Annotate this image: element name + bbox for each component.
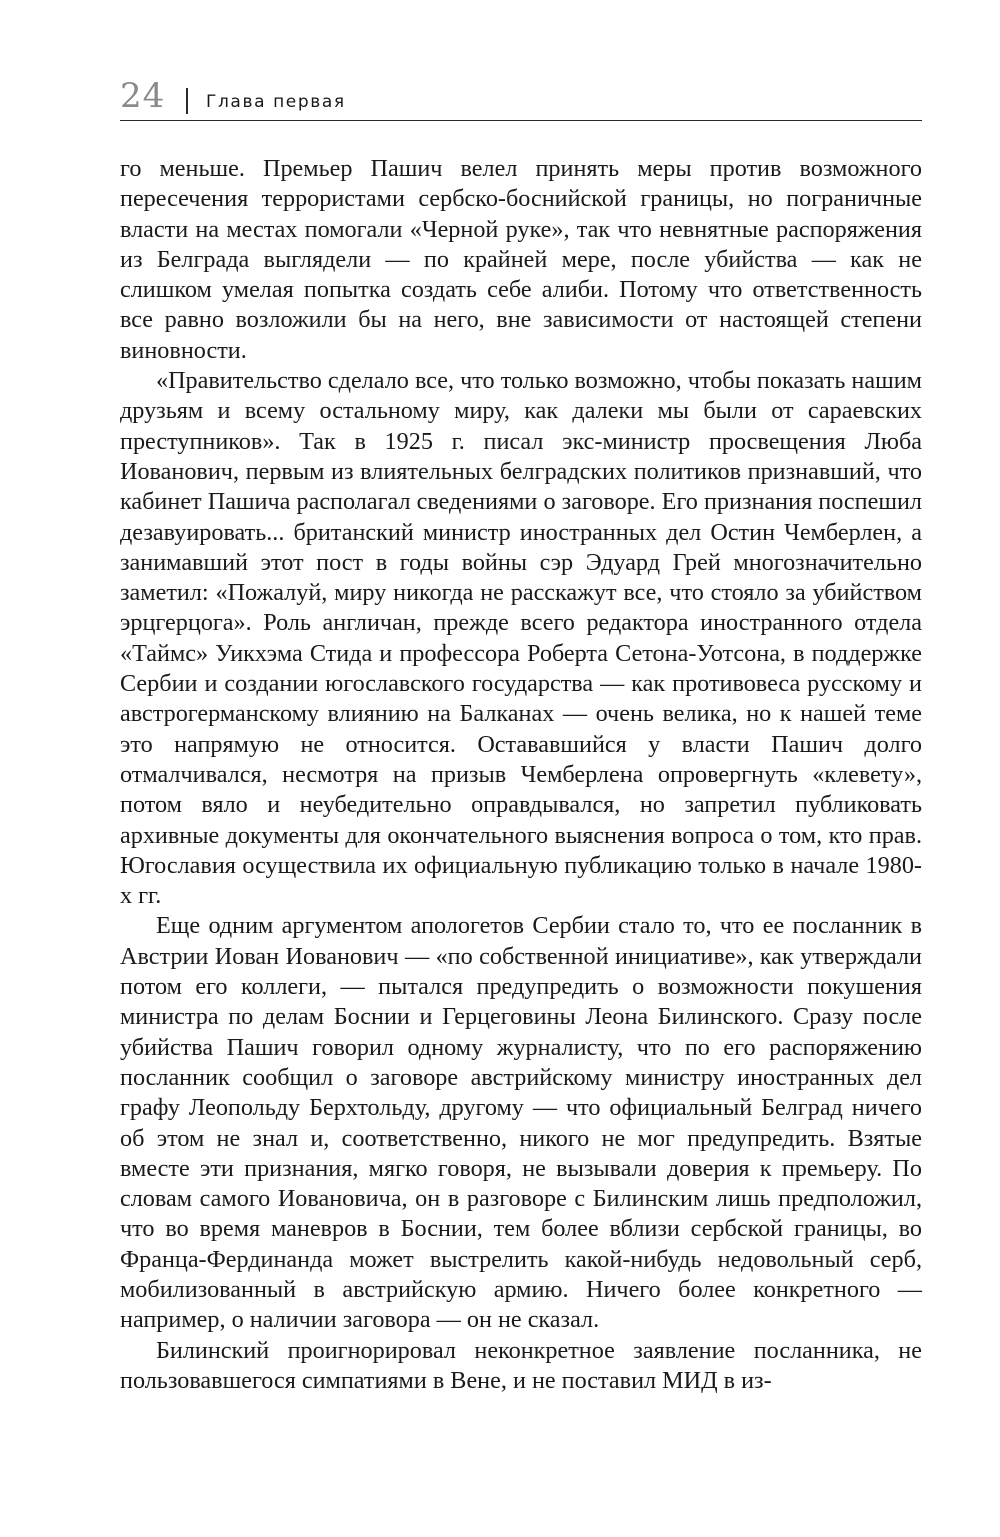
body-text: [120, 154, 922, 1396]
paragraph-3: Еще одним аргументом апологетов Сербии стало то, что ее посланник в Австрии Иован Иованович — «по собственной инициативе», как утверждали потом его коллеги, — пытался предупредить о возможности покушения министра по делам Боснии и Герцеговины Леона Билинского. Сразу после убийства Пашич говорил одному журналисту, что по его распоряжению посланник сообщил о заговоре австрийскому министру иностранных дел графу Леопольду Берхтольду, другому — что официальный Белград ничего об этом не знал и, соответственно, никого не мог предупредить. Взятые вместе эти признания, мягко говоря, не вызывали доверия к премьеру. По словам самого Иовановича, он в разговоре с Билинским лишь предположил, что во время маневров в Боснии, тем более вблизи сербской границы, во Франца-Фердинанда может выстрелить какой-нибудь недовольный серб, мобилизованный в австрийскую армию. Ничего более конкретного — например, о наличии заговора — он не сказал.: [120, 912, 922, 1334]
page-number: 24: [120, 76, 166, 116]
paragraph-4: Билинский проигнорировал неконкретное заявление посланника, не пользовавшегося симпатиями в Вене, и не поставил МИД в из-: [120, 1336, 922, 1394]
book-page: [120, 72, 922, 1396]
paragraph-1: го меньше. Премьер Пашич велел принять меры против возможного пересечения террористами сербско-боснийской границы, но пограничные власти на местах помогали «Черной руке», так что невнятные распоряжения из Белграда выглядели — по крайней мере, после убийства — как не слишком умелая попытка создать себе алиби. Потому что ответственность все равно возложили бы на него, вне зависимости от настоящей степени виновности.: [120, 155, 922, 364]
running-head: [120, 72, 922, 121]
paragraph-2: «Правительство сделало все, что только возможно, чтобы показать нашим друзьям и всему остальному миру, как далеки мы были от сараевских преступников». Так в 1925 г. писал экс-министр просвещения Люба Иованович, первым из влиятельных белградских политиков признавший, что кабинет Пашича располагал сведениями о заговоре. Его признания поспешил дезавуировать... британский министр иностранных дел Остин Чемберлен, а занимавший этот пост в годы войны сэр Эдуард Грей многозначительно заметил: «Пожалуй, миру никогда не расскажут все, что стояло за убийством эрцгерцога». Роль англичан, прежде всего редактора иностранного отдела «Таймс» Уикхэма Стида и профессора Роберта Сетона-Уотсона, в поддержке Сербии и создании югославского государства — как противовеса русскому и австрогерманскому влиянию на Балканах — очень велика, но к нашей теме это напрямую не относится. Остававшийся у власти Пашич долго отмалчивался, несмотря на призыв Чемберлена опровергнуть «клевету», потом вяло и неубедительно оправдывался, но запретил публиковать архивные документы для окончательного выяснения вопроса о том, кто прав. Югославия осуществила их официальную публикацию только в начале 1980-х гг.: [120, 367, 922, 910]
chapter-title: Глава первая: [206, 92, 346, 112]
header-separator: [186, 88, 188, 114]
